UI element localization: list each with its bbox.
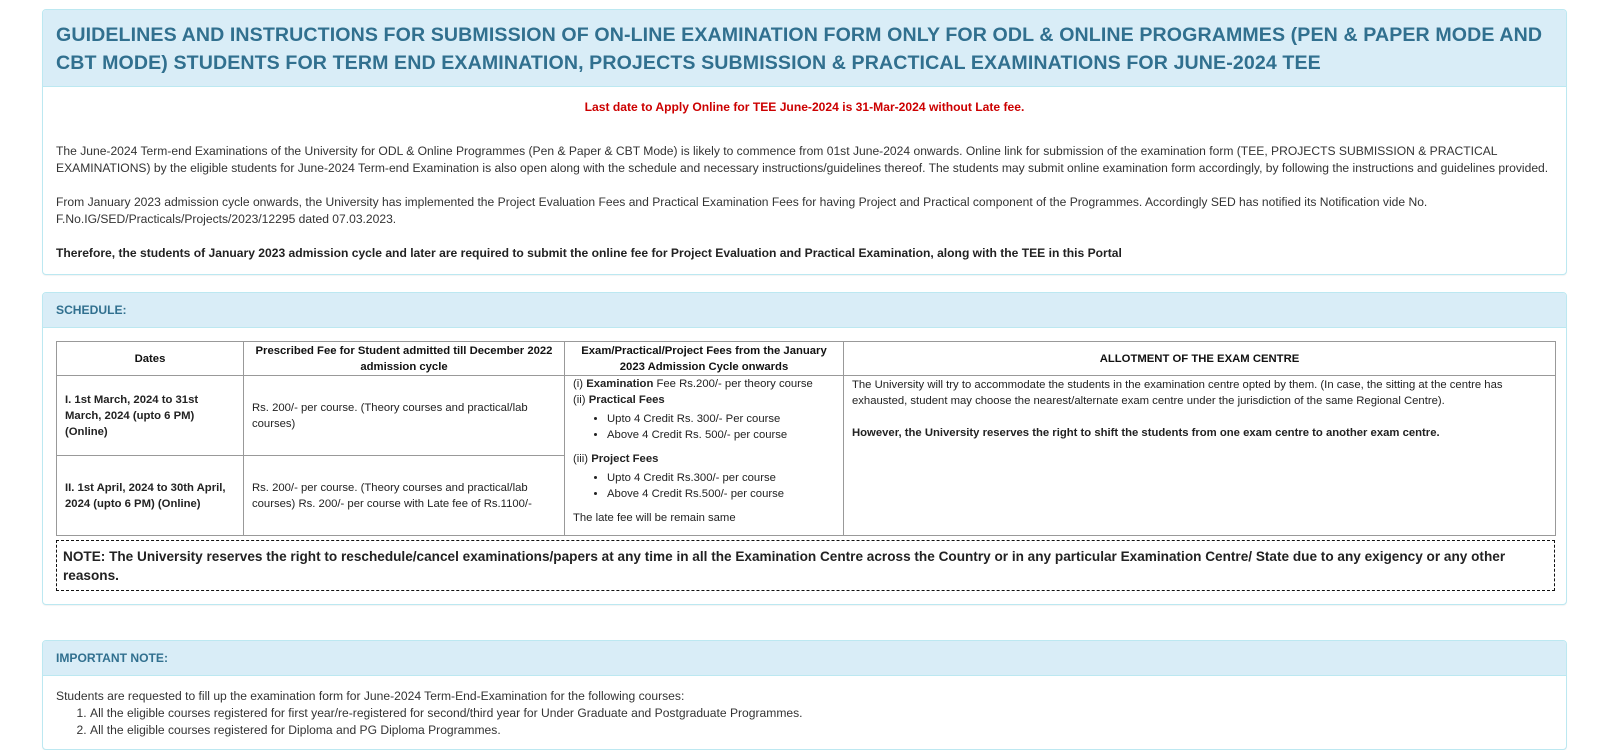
schedule-header-row [57,342,1556,376]
important-note-panel [42,640,1567,750]
col-prescribed-fee: Prescribed Fee for Student admitted till December 2022 admission cycle [244,342,565,376]
exam-fee-line [573,376,835,392]
new-fees-cell [565,376,844,536]
last-date-notice: Last date to Apply Online for TEE June-2024 is 31-Mar-2024 without Late fee. [584,100,1025,114]
practical-prefix: (ii) [573,394,589,406]
list-item: 1. All the eligible courses registered for first year/re-registered for second/third year for Under Graduate and Postgraduate Programmes. [90,705,1553,722]
col-allotment: ALLOTMENT OF THE EXAM CENTRE [844,342,1556,376]
list-item: 2. All the eligible courses registered for Diploma and PG Diploma Programmes. [90,722,1553,739]
practical-title: Practical Fees [588,394,665,406]
exam-fee-label: Examination [586,378,654,390]
row-2-dates: II. 1st April, 2024 to 30th April, 2024 (upto 6 PM) (Online) [57,456,244,536]
schedule-heading: SCHEDULE: [43,293,1566,328]
important-note-heading: IMPORTANT NOTE: [43,641,1566,676]
schedule-table [56,341,1556,536]
list-item: • Above 4 Credit Rs.500/- per course [607,486,835,502]
col-dates: Dates [57,342,244,376]
allotment-bold-text: However, the University reserves the right to shift the students from one exam centre to another exam centre. [852,427,1440,439]
row-2-fee: Rs. 200/- per course. (Theory courses and practical/lab courses) Rs. 200/- per course with Late fee of Rs.1100/- [244,456,565,536]
table-row [57,376,1556,456]
intro-paragraph-2: From January 2023 admission cycle onwards, the University has implemented the Project Evaluation Fees and Practical Examination Fees for having Project and Practical component of the Programmes. Accordingly SED has notified its Notification vide No. F.No.IG/SED/Practicals/Projects/2023/12295 dated 07.03.2023. [56,195,1428,226]
project-fee-list [573,470,835,502]
practical-fee-title [573,392,835,408]
project-prefix: (iii) [573,453,592,465]
intro-paragraph-1: The June-2024 Term-end Examinations of the University for ODL & Online Programmes (Pen & Paper & CBT Mode) is likely to commence from 01st June-2024 onwards. Online link for submission of the examination form (TEE, PROJECTS SUBMISSION & PRACTICAL EXAMINATIONS) by the eligible students for June-2024 Term-end Examination is also open along with the schedule and necessary instructions/guidelines thereof. The students may submit online examination form accordingly, by following the instructions and guidelines provided. [56,144,1549,175]
page-title: GUIDELINES AND INSTRUCTIONS FOR SUBMISSION OF ON-LINE EXAMINATION FORM ONLY FOR ODL & ONLINE PROGRAMMES (PEN & PAPER MODE AND CBT MODE) STUDENTS FOR TERM END EXAMINATION, PROJECTS SUBMISSION & PRACTICAL EXAMINATIONS FOR JUNE-2024 TEE [56,24,1543,74]
schedule-panel [42,292,1567,605]
course-list [56,705,1553,739]
list-item: • Upto 4 Credit Rs. 300/- Per course [607,411,835,427]
intro-paragraph-3: Therefore, the students of January 2023 admission cycle and later are required to submit the online fee for Project Evaluation and Practical Examination, along with the TEE in this Portal [56,246,1122,260]
project-fee-title [573,451,835,467]
exam-fee-prefix: (i) [573,378,587,390]
important-intro: Students are requested to fill up the examination form for June-2024 Term-End-Examination for the following courses: [56,689,685,703]
important-note-body [43,676,1566,739]
list-item: • Above 4 Credit Rs. 500/- per course [607,427,835,443]
row-1-fee: Rs. 200/- per course. (Theory courses and practical/lab courses) [244,376,565,456]
guidelines-header [43,10,1566,87]
allotment-cell [844,376,1556,536]
exam-fee-text: Fee Rs.200/- per theory course [653,378,813,390]
reschedule-note: NOTE: The University reserves the right to reschedule/cancel examinations/papers at any time in all the Examination Centre across the Country or in any particular Examination Centre/ State due to any exigency or any other reasons. [56,540,1555,591]
list-item: • Upto 4 Credit Rs.300/- per course [607,470,835,486]
allotment-text: The University will try to accommodate the students in the examination centre opted by them. (In case, the sitting at the centre has exhausted, student may choose the nearest/alternate exam centre under the jurisdiction of the same Regional Centre). [852,379,1503,407]
col-new-fees: Exam/Practical/Project Fees from the January 2023 Admission Cycle onwards [565,342,844,376]
late-fee-note: The late fee will be remain same [573,512,736,524]
guidelines-body [43,99,1566,262]
project-title: Project Fees [591,453,659,465]
practical-fee-list [573,411,835,443]
guidelines-panel [42,9,1567,275]
row-1-dates: I. 1st March, 2024 to 31st March, 2024 (upto 6 PM) (Online) [57,376,244,456]
